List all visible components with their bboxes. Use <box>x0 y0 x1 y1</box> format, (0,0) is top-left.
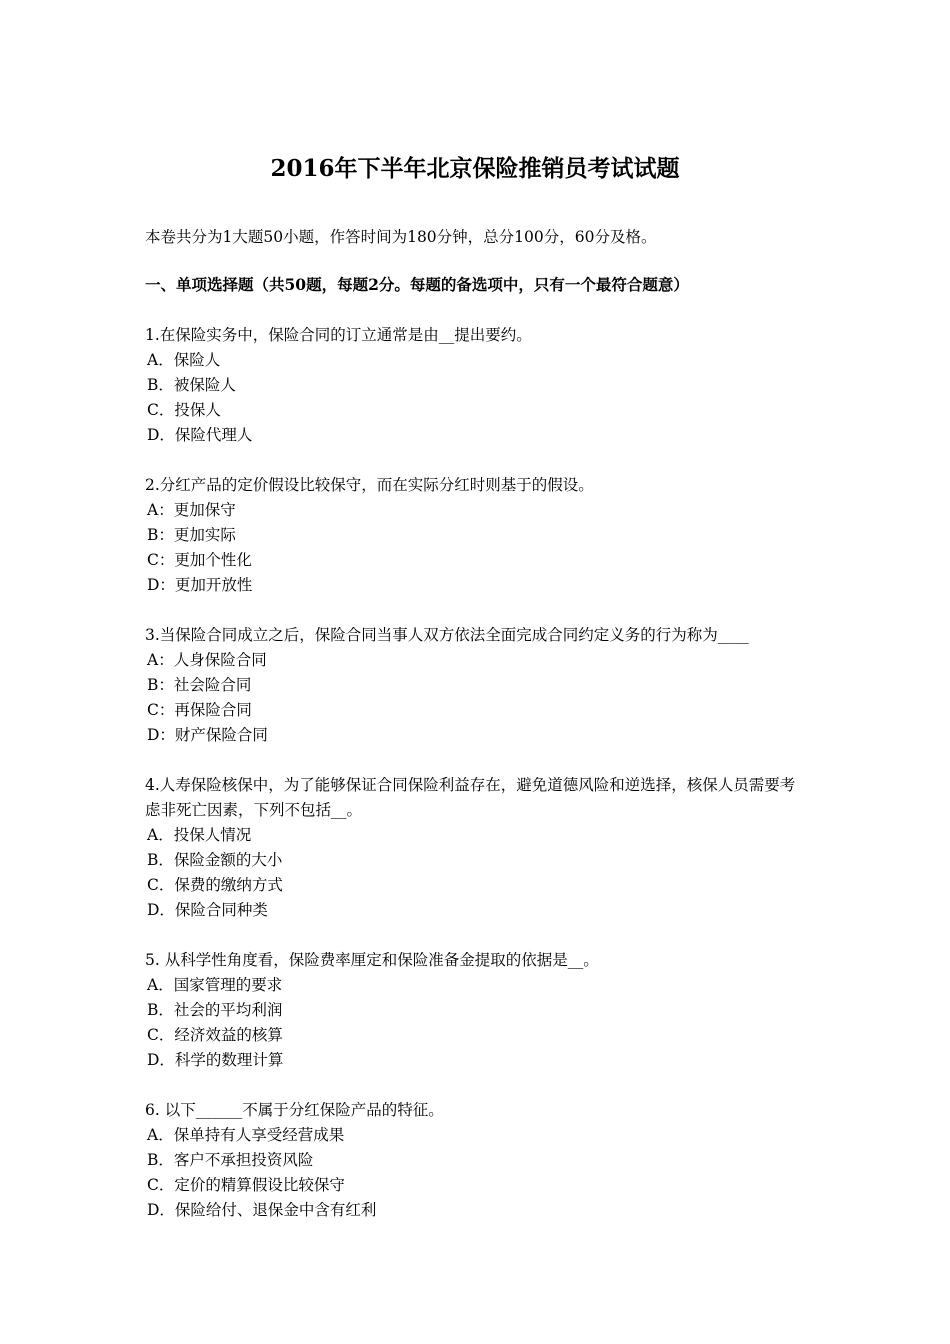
question-stem: 3.当保险合同成立之后，保险合同当事人双方依法全面完成合同约定义务的行为称为____ <box>145 626 749 644</box>
option-b: B．客户不承担投资风险 <box>147 1151 314 1169</box>
option-b: B．保险金额的大小 <box>147 851 283 869</box>
option-a: A．国家管理的要求 <box>147 976 283 994</box>
option-list <box>145 973 810 1073</box>
option-b: B：更加实际 <box>147 526 236 544</box>
option-c: C．保费的缴纳方式 <box>147 876 283 894</box>
option-list <box>145 348 810 448</box>
question-3 <box>145 623 810 748</box>
option-c: C：更加个性化 <box>147 551 252 569</box>
option-list <box>145 498 810 598</box>
option-c: C．定价的精算假设比较保守 <box>147 1176 345 1194</box>
question-stem: 2.分红产品的定价假设比较保守，而在实际分红时则基于的假设。 <box>145 476 594 494</box>
option-c: C．投保人 <box>147 401 221 419</box>
option-a: A：人身保险合同 <box>147 651 267 669</box>
option-list <box>145 823 810 923</box>
option-list <box>145 1123 810 1223</box>
option-a: A．投保人情况 <box>147 826 252 844</box>
option-b: B．社会的平均利润 <box>147 1001 283 1019</box>
option-d: D．保险合同种类 <box>147 901 268 919</box>
question-stem: 5. 从科学性角度看，保险费率厘定和保险准备金提取的依据是__。 <box>145 951 599 969</box>
option-list <box>145 648 810 748</box>
option-d: D．科学的数理计算 <box>147 1051 284 1069</box>
option-c: C：再保险合同 <box>147 701 252 719</box>
option-d: D．保险代理人 <box>147 426 253 444</box>
question-2 <box>145 473 810 598</box>
question-6 <box>145 1098 810 1223</box>
document-title: 2016年下半年北京保险推销员考试试题 <box>270 155 680 182</box>
option-b: B：社会险合同 <box>147 676 252 694</box>
option-a: A．保单持有人享受经营成果 <box>147 1126 345 1144</box>
question-5 <box>145 948 810 1073</box>
option-d: D：财产保险合同 <box>147 726 268 744</box>
option-d: D．保险给付、退保金中含有红利 <box>147 1201 377 1219</box>
question-list <box>145 323 810 1248</box>
option-c: C．经济效益的核算 <box>147 1026 283 1044</box>
exam-intro: 本卷共分为1大题50小题，作答时间为180分钟，总分100分，60分及格。 <box>145 228 657 246</box>
question-4 <box>145 773 810 923</box>
question-stem: 1.在保险实务中，保险合同的订立通常是由__提出要约。 <box>145 326 532 344</box>
question-stem: 4.人寿保险核保中，为了能够保证合同保险利益存在，避免道德风险和逆选择，核保人员需要考虑非死亡因素，下列不包括__。 <box>145 776 796 819</box>
option-a: A．保险人 <box>147 351 221 369</box>
section-heading: 一、单项选择题（共50题，每题2分。每题的备选项中，只有一个最符合题意） <box>145 275 689 294</box>
option-b: B．被保险人 <box>147 376 236 394</box>
option-a: A：更加保守 <box>147 501 236 519</box>
question-stem: 6. 以下______不属于分红保险产品的特征。 <box>145 1101 444 1119</box>
question-1 <box>145 323 810 448</box>
option-d: D：更加开放性 <box>147 576 253 594</box>
